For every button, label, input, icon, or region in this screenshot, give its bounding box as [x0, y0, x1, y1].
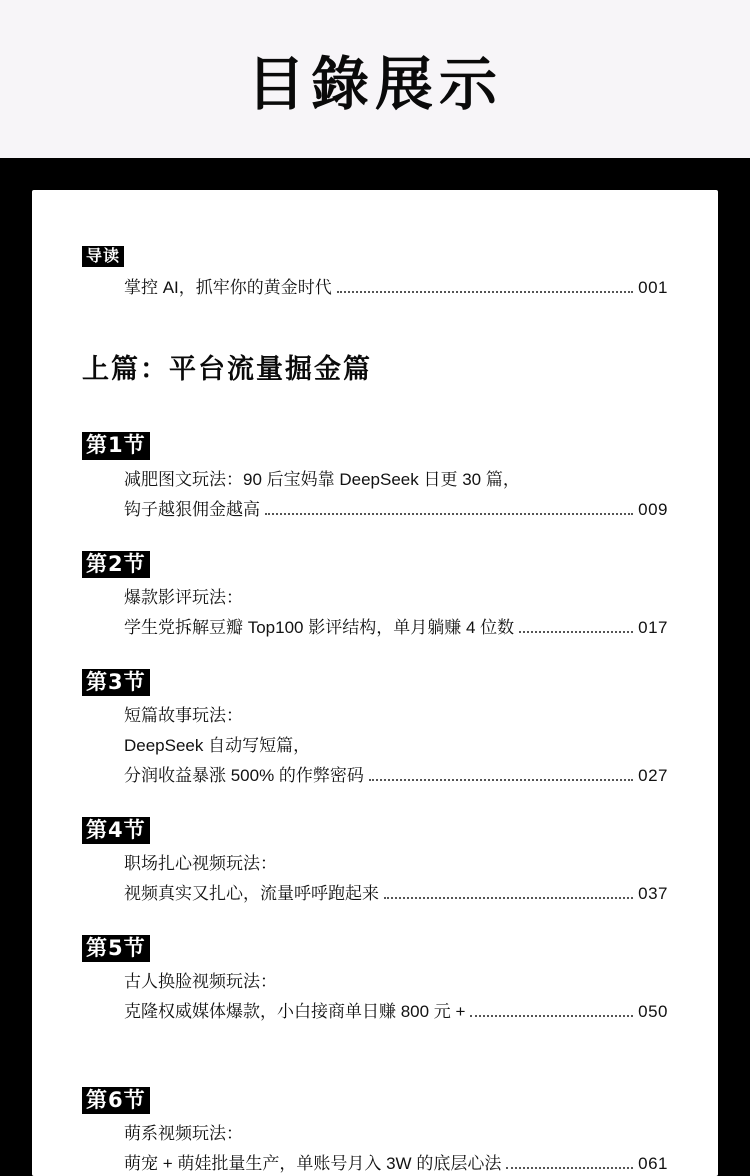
- toc-entry-line: [124, 879, 668, 909]
- toc-entry-text: 克隆权威媒体爆款，小白接商单日赚 800 元 +: [124, 1002, 466, 1022]
- toc-entry-text: 分润收益暴涨 500% 的作弊密码: [124, 765, 364, 785]
- chapter-entries: [124, 1119, 668, 1176]
- chapter-tag-wrap: [82, 935, 668, 962]
- chapter-tag-wrap: [82, 551, 668, 578]
- toc-chapter-1[interactable]: [82, 432, 668, 524]
- toc-entry-text: 古人换脸视频玩法：: [124, 972, 277, 992]
- toc-entry-text: 掌控 AI，抓牢你的黄金时代: [124, 278, 332, 298]
- chapter-tag-wrap: [82, 669, 668, 696]
- toc-entry-line: [124, 849, 668, 879]
- toc-chapter-3[interactable]: [82, 669, 668, 791]
- chapter-number-tag: 第5节: [82, 935, 150, 962]
- toc-chapter-5[interactable]: [82, 935, 668, 1027]
- leader-dots: [470, 1014, 633, 1017]
- chapter-number-tag: 第3节: [82, 669, 150, 696]
- intro-tag: 导读: [82, 246, 124, 267]
- chapter-tag-wrap: [82, 432, 668, 459]
- toc-entry-line: [124, 701, 668, 731]
- toc-entry-page: 061: [638, 1154, 668, 1174]
- toc-entry-line: [124, 1149, 668, 1176]
- toc-entry-line: [124, 1119, 668, 1149]
- toc-entry-page: 037: [638, 883, 668, 903]
- toc-chapter-4[interactable]: [82, 817, 668, 909]
- toc-entry-page: 050: [638, 1002, 668, 1022]
- toc-entry-line: [124, 273, 668, 303]
- toc-entry-text: 爆款影评玩法：: [124, 587, 243, 607]
- toc-entry-line: [124, 495, 668, 525]
- spacer: [82, 1027, 668, 1061]
- chapter-number-tag: 第2节: [82, 551, 150, 578]
- chapter-entries: [124, 583, 668, 643]
- toc-sheet: [32, 190, 718, 1176]
- toc-entry-text: 视频真实又扎心，流量呼呼跑起来: [124, 883, 379, 903]
- chapter-entries: [124, 967, 668, 1027]
- toc-entry-page: 017: [638, 617, 668, 637]
- chapter-tag-wrap: [82, 817, 668, 844]
- chapter-tag-wrap: [82, 1087, 668, 1114]
- toc-entry-line: [124, 967, 668, 997]
- toc-entry-line: [124, 583, 668, 613]
- banner: [0, 0, 750, 158]
- chapter-entries: [124, 849, 668, 909]
- toc-entry-text: 萌宠 + 萌娃批量生产，单账号月入 3W 的底层心法: [124, 1154, 502, 1174]
- toc-entry-text: 学生党拆解豆瓣 Top100 影评结构，单月躺赚 4 位数: [124, 617, 515, 637]
- chapter-entries: [124, 465, 668, 525]
- toc-entry-text: 减肥图文玩法：90 后宝妈靠 DeepSeek 日更 30 篇，: [124, 469, 520, 489]
- toc-entry-line: [124, 465, 668, 495]
- page-title: 目錄展示: [246, 50, 503, 118]
- toc-entry-page: 001: [638, 278, 668, 298]
- leader-dots: [519, 630, 633, 633]
- leader-dots: [265, 512, 633, 515]
- chapter-entries: [124, 701, 668, 791]
- toc-entry-line: [124, 761, 668, 791]
- document-backdrop: [0, 158, 750, 1176]
- toc-chapter-2[interactable]: [82, 551, 668, 643]
- leader-dots: [506, 1166, 633, 1169]
- toc-entry-text: 短篇故事玩法：: [124, 705, 243, 725]
- chapter-number-tag: 第4节: [82, 817, 150, 844]
- toc-entry-text: 萌系视频玩法：: [124, 1124, 243, 1144]
- toc-part-title: 上篇：平台流量掘金篇: [82, 354, 372, 386]
- toc-entry-line: [124, 997, 668, 1027]
- toc-chapter-6[interactable]: [82, 1087, 668, 1176]
- toc-entry-intro[interactable]: [124, 273, 668, 303]
- leader-dots: [384, 896, 633, 899]
- chapter-number-tag: 第1节: [82, 432, 150, 459]
- toc-entry-line: [124, 613, 668, 643]
- toc-entry-text: 职场扎心视频玩法：: [124, 853, 277, 873]
- toc-entry-line: [124, 731, 668, 761]
- leader-dots: [369, 778, 633, 781]
- toc-entry-text: DeepSeek 自动写短篇，: [124, 735, 311, 755]
- toc-entry-page: 009: [638, 499, 668, 519]
- toc-entry-page: 027: [638, 765, 668, 785]
- leader-dots: [337, 290, 633, 293]
- toc-entry-text: 钩子越狠佣金越高: [124, 499, 260, 519]
- chapter-number-tag: 第6节: [82, 1087, 150, 1114]
- toc-section-intro: [82, 246, 668, 267]
